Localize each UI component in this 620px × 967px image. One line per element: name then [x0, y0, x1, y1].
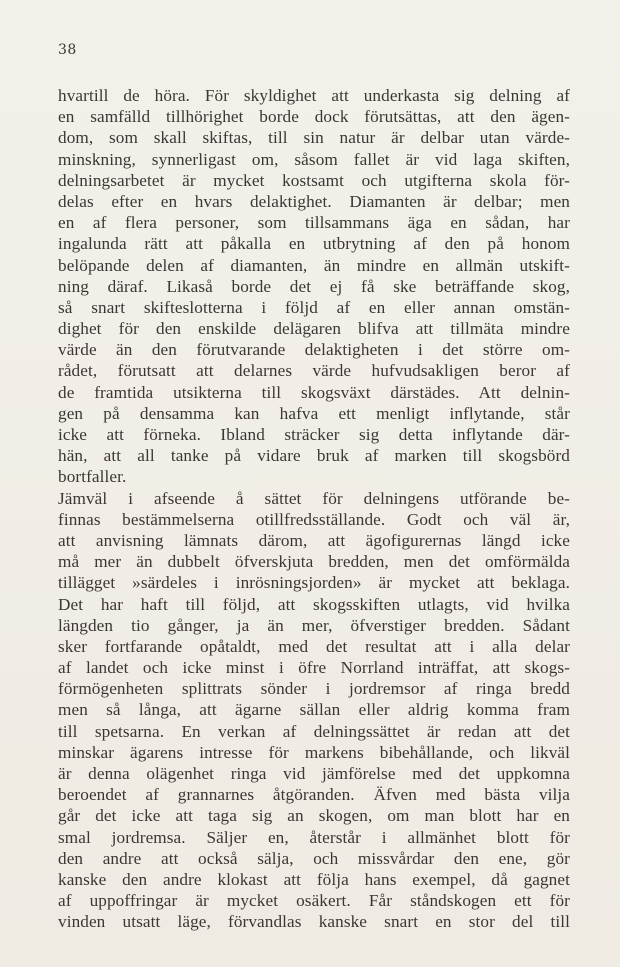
text-line: delas efter en hvars delaktighet. Diamanten är delbar; men: [58, 191, 570, 211]
text-line: går det icke att taga sig an skogen, om man blott har en: [58, 806, 570, 826]
text-line: ning däraf. Likaså borde det ej få ske beträffande skog,: [58, 276, 570, 296]
text-line: ingalunda rätt att påkalla en utbrytning af den på honom: [58, 234, 570, 254]
text-line: af landet och icke minst i öfre Norrland inträffat, att skogs-: [58, 658, 570, 678]
text-line: en samfälld tillhörighet borde dock förutsättas, att den ägen-: [58, 107, 570, 127]
text-line: är denna olägenhet ringa vid jämförelse med det uppkomna: [58, 764, 570, 783]
text-line: Jämväl i afseende å sättet för delningens utförande be-: [58, 488, 570, 508]
text-line: finnas bestämmelserna otillfredsställande. Godt och väl är,: [58, 509, 570, 529]
text-line: hvartill de höra. För skyldighet att underkasta sig delning af: [58, 86, 570, 105]
text-line: vinden utsatt läge, förvandlas kanske snart en stor del till: [58, 912, 570, 932]
text-line: längden tio gånger, ja än mer, öfverstiger bredden. Sådant: [58, 615, 570, 635]
text-line: minskning, synnerligast om, såsom fallet är vid laga skiften,: [58, 149, 570, 169]
text-line: Det har haft till följd, att skogsskiften utlagts, vid hvilka: [58, 594, 570, 614]
text-line: delningsarbetet är mycket kostsamt och utgifterna skola för-: [58, 170, 570, 190]
text-line: sker fortfarande opåtaldt, med det resultat att i alla delar: [58, 636, 570, 656]
text-line: dom, som skall skiftas, till sin natur är delbar utan värde-: [58, 128, 570, 148]
text-line: minskar ägarens intresse för markens bibehållande, och likväl: [58, 742, 570, 762]
text-line: beroendet af grannarnes åtgöranden. Äfven med bästa vilja: [58, 785, 570, 805]
text-line: till spetsarna. En verkan af delningssättet är redan att det: [58, 721, 570, 741]
text-line: men så långa, att ägarne sällan eller aldrig komma fram: [58, 700, 570, 720]
text-line: bortfaller.: [58, 467, 127, 487]
text-line: dighet för den enskilde delägaren blifva att tillmäta mindre: [58, 319, 570, 339]
text-line: af uppoffringar är mycket osäkert. Får ståndskogen ett för: [58, 891, 570, 911]
text-line: hän, att all tanke på vidare bruk af marken till skogsbörd: [58, 446, 570, 466]
text-line: tillägget »särdeles i inrösningsjorden» är mycket att beklaga.: [58, 573, 570, 593]
text-line: icke att förneka. Ibland sträcker sig detta inflytande där-: [58, 425, 570, 444]
body-text: [58, 85, 570, 933]
text-line: smal jordremsa. Säljer en, återstår i allmänhet blott för: [58, 827, 570, 847]
text-line: de framtida utsikterna till skogsväxt därstädes. Att delnin-: [58, 382, 570, 402]
text-line: må mer än dubbelt öfverskjuta bredden, men det omförmälda: [58, 552, 570, 572]
text-line: en af flera personer, som tillsammans äga en sådan, har: [58, 213, 570, 233]
text-line: gen på densamma kan hafva ett menligt inflytande, står: [58, 403, 570, 423]
text-line: så snart skifteslotterna i följd af en eller annan omstän-: [58, 297, 570, 317]
text-line: den andre att också sälja, och missvårdar den ene, gör: [58, 848, 570, 868]
text-line: rådet, förutsatt att delarnes värde hufvudsakligen beror af: [58, 361, 570, 381]
text-line: belöpande delen af diamanten, än mindre en allmän utskift-: [58, 255, 570, 275]
page-number: 38: [58, 42, 77, 58]
text-line: att anvisning lämnats därom, att ägofigurernas längd icke: [58, 530, 570, 550]
text-line: förmögenheten splittrats sönder i jordremsor af ringa bredd: [58, 679, 570, 699]
text-line: kanske den andre klokast att följa hans exempel, då gagnet: [58, 869, 570, 889]
text-line: värde än den förutvarande delaktigheten i det större om-: [58, 340, 570, 360]
